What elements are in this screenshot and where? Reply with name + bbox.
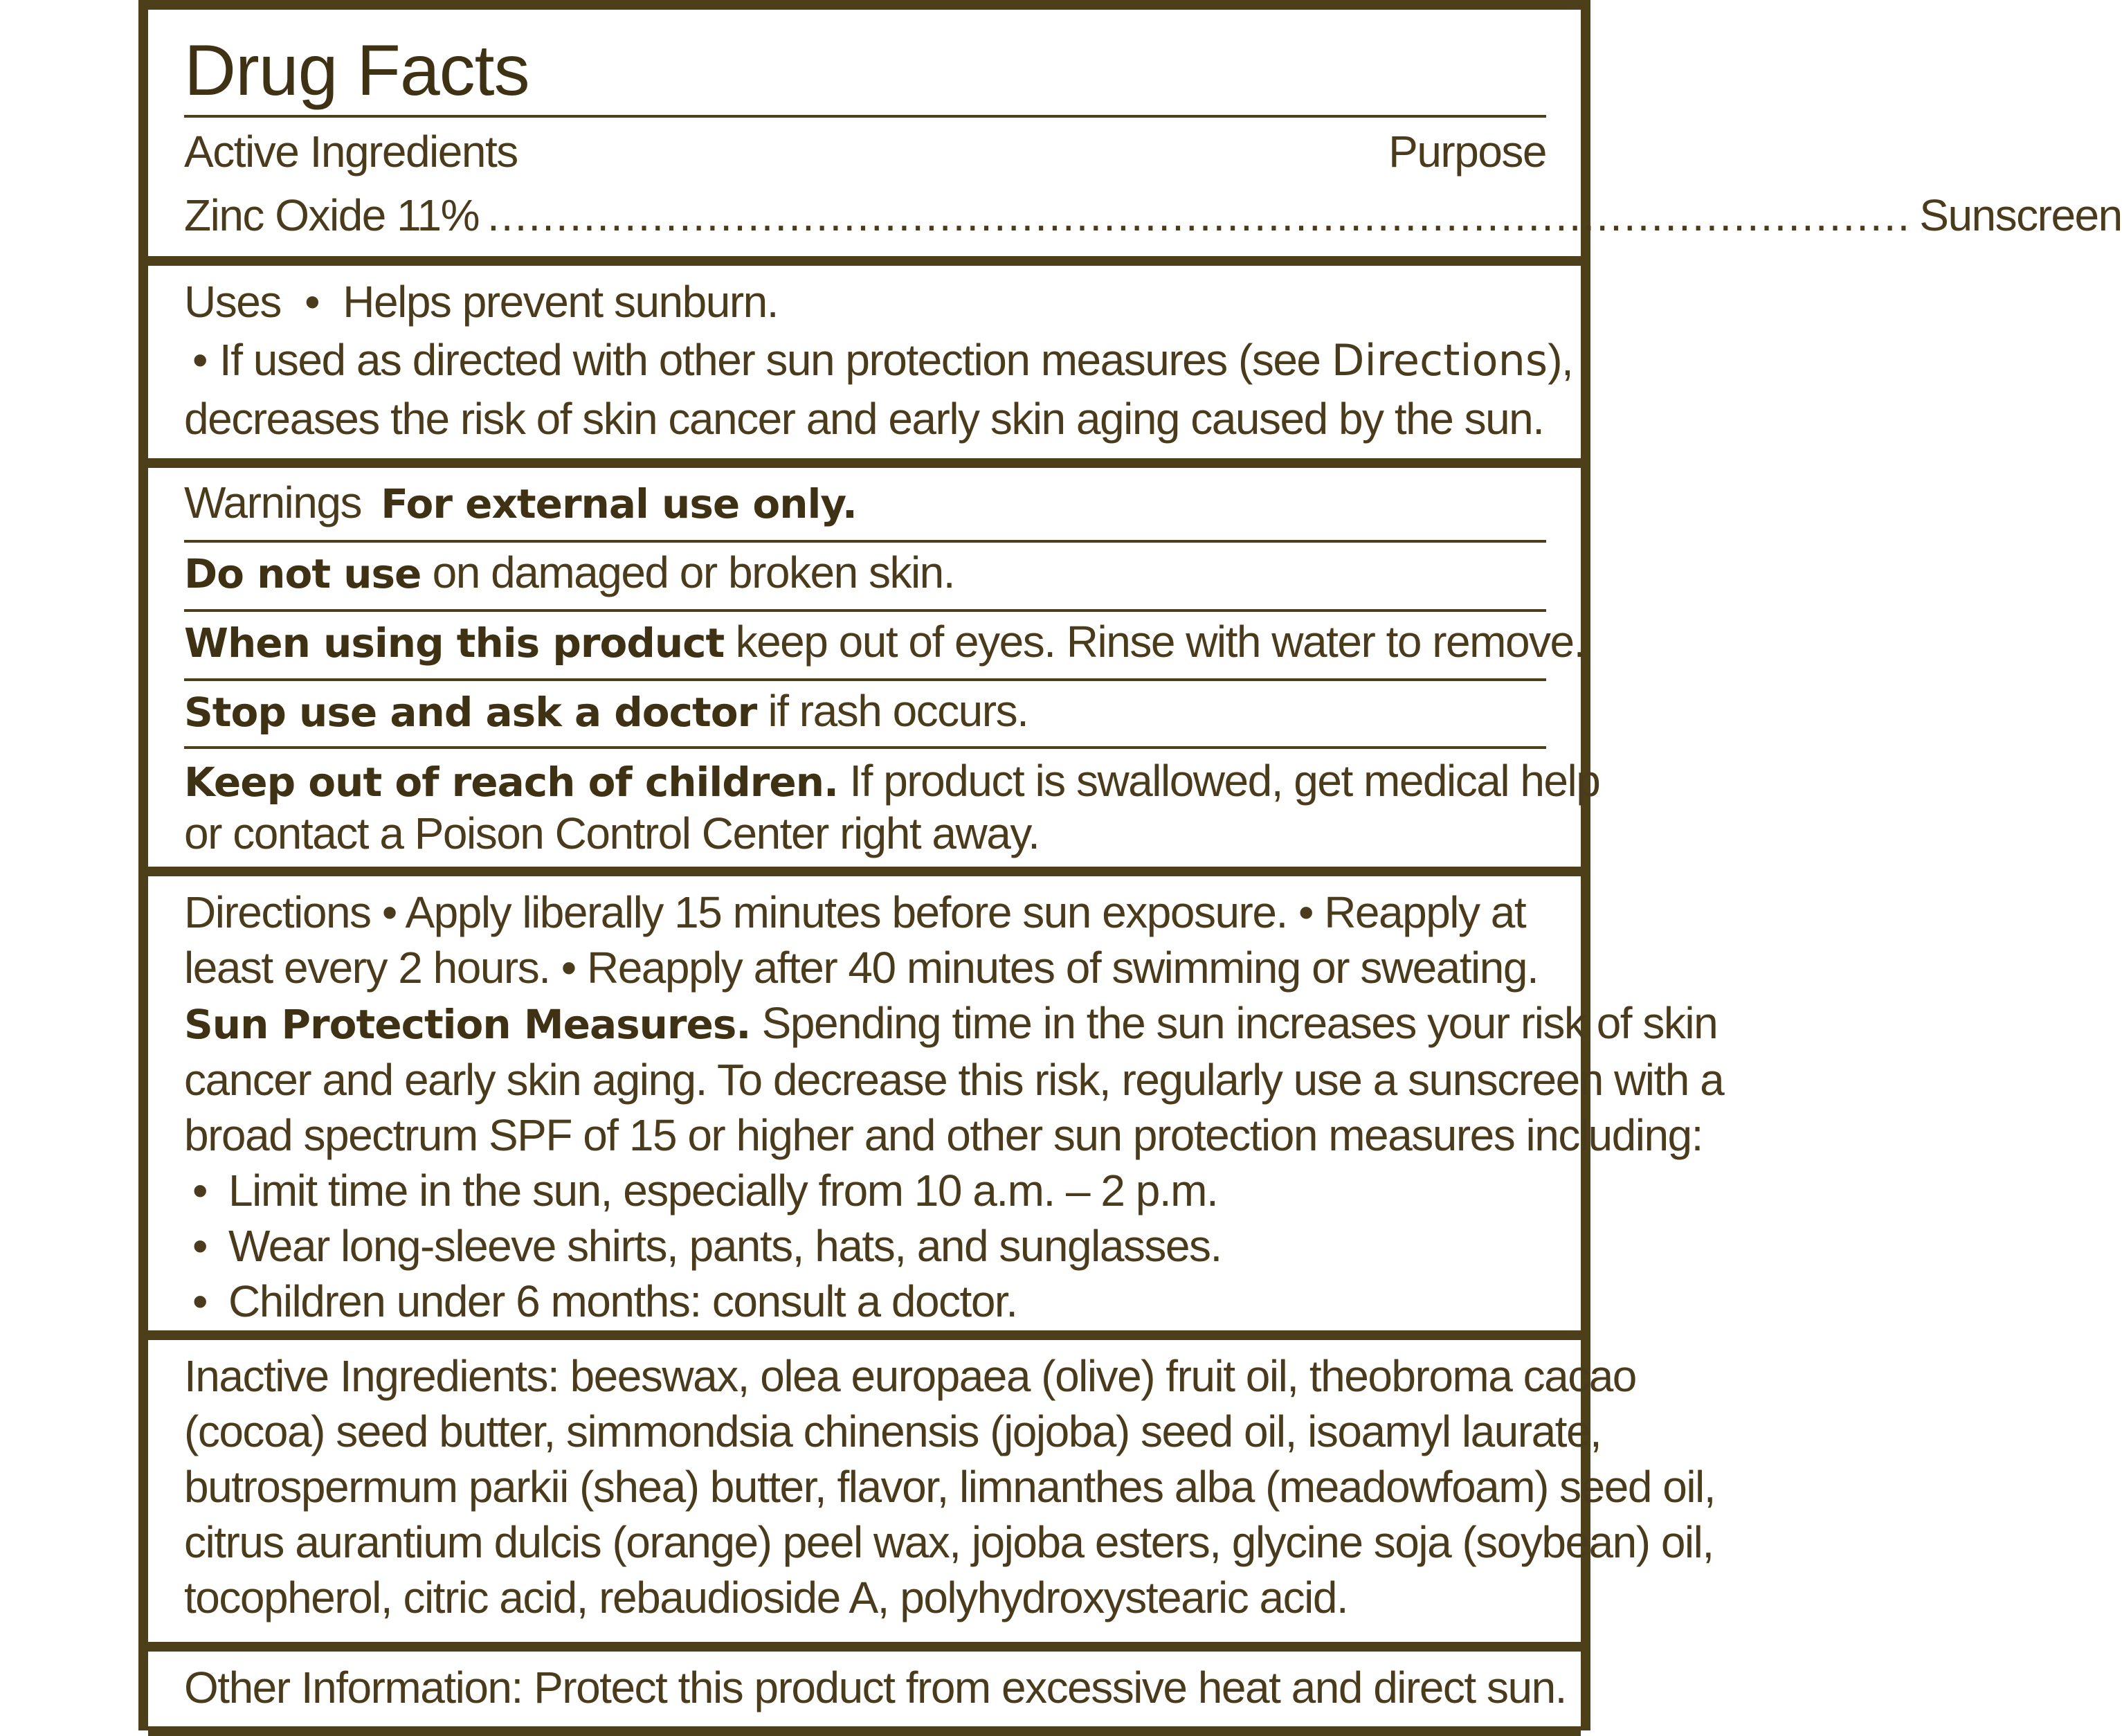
keep-out-section	[148, 753, 1600, 861]
section-divider	[148, 867, 1581, 876]
inactive-line-1: Inactive Ingredients: beeswax, olea europaea (olive) fruit oil, theobroma cacao	[184, 1351, 1636, 1401]
uses-line-2	[184, 332, 1573, 388]
uses-line-3: decreases the risk of skin cancer and early skin aging caused by the sun.	[184, 394, 1544, 444]
spm-line-3: broad spectrum SPF of 15 or higher and other sun protection measures including:	[184, 1110, 1703, 1160]
spm-text-1: Spending time in the sun increases your risk of skin	[750, 998, 1718, 1048]
uses-section	[148, 274, 1581, 446]
bullet: •	[192, 335, 207, 385]
uses-item-2: If used as directed with other sun protection measures (see	[219, 335, 1332, 385]
inactive-line-5: tocopherol, citric acid, rebaudioside A, polyhydroxystearic acid.	[184, 1573, 1348, 1622]
when-using-label: When using this product	[184, 620, 725, 667]
bullet: •	[192, 1166, 207, 1215]
inactive-ingredients-section	[148, 1348, 1716, 1625]
do-not-use-line	[184, 545, 1546, 602]
stop-use-text: if rash occurs.	[756, 686, 1028, 736]
drug-facts-title: Drug Facts	[184, 30, 529, 111]
spm-item-text: Children under 6 months: consult a doctor.	[228, 1276, 1017, 1326]
when-using-text: keep out of eyes. Rinse with water to remove.	[724, 617, 1585, 667]
purpose-heading: Purpose	[1388, 127, 1546, 177]
bullet: •	[192, 1221, 207, 1271]
bullet: •	[192, 1276, 207, 1326]
active-header-row	[184, 124, 1546, 179]
section-divider	[148, 458, 1581, 468]
active-ingredients-heading: Active Ingredients	[184, 127, 518, 177]
uses-line-1	[184, 274, 1546, 329]
inactive-line-4: citrus aurantium dulcis (orange) peel wax, jojoba esters, glycine soja (soybean) oil,	[184, 1517, 1714, 1567]
do-not-use-label: Do not use	[184, 550, 421, 597]
bottom-border	[148, 1726, 1581, 1736]
warning-rule	[184, 609, 1546, 612]
ingredient-name: Zinc Oxide 11%	[184, 190, 479, 240]
directions-line-1: Directions • Apply liberally 15 minutes before sun exposure. • Reapply at	[184, 887, 1526, 937]
spm-item-1	[184, 1163, 1546, 1218]
when-using-line	[184, 614, 1585, 671]
do-not-use-text: on damaged or broken skin.	[421, 548, 955, 597]
uses-item-2-end: ),	[1548, 335, 1573, 385]
directions-line-2: least every 2 hours. • Reapply after 40 minutes of swimming or sweating.	[184, 943, 1539, 993]
warning-rule	[184, 746, 1546, 749]
leader-dots: ........................................................................................................	[487, 190, 1912, 240]
inactive-line-2: (cocoa) seed butter, simmondsia chinensis (jojoba) seed oil, isoamyl laurate,	[184, 1407, 1602, 1456]
warnings-section	[148, 475, 1581, 532]
bullet: •	[305, 277, 319, 327]
warning-rule	[184, 678, 1546, 681]
directions-reference: Directions	[1331, 335, 1548, 386]
other-information-text: Other Information: Protect this product from excessive heat and direct sun.	[184, 1663, 1566, 1712]
drug-facts-panel	[138, 0, 2122, 1730]
keep-out-line-2: or contact a Poison Control Center right away.	[184, 808, 1040, 858]
uses-item-1: Helps prevent sunburn.	[343, 277, 778, 327]
active-ingredients-section	[148, 124, 2122, 243]
active-ingredient-row	[184, 188, 2122, 243]
when-using-section	[148, 614, 1585, 671]
stop-use-label: Stop use and ask a doctor	[184, 689, 757, 736]
warnings-line	[184, 475, 1546, 532]
spm-item-text: Limit time in the sun, especially from 10 a.m. – 2 p.m.	[228, 1166, 1218, 1215]
stop-use-line	[184, 683, 1546, 740]
spm-label: Sun Protection Measures.	[184, 1001, 751, 1048]
spm-line-2: cancer and early skin aging. To decrease this risk, regularly use a sunscreen with a	[184, 1055, 1724, 1105]
external-use-warning: For external use only.	[381, 480, 857, 527]
warning-rule	[184, 540, 1546, 543]
spm-item-text: Wear long-sleeve shirts, pants, hats, and sunglasses.	[228, 1221, 1222, 1271]
inactive-line-3: butrospermum parkii (shea) butter, flavor, limnanthes alba (meadowfoam) seed oil,	[184, 1462, 1716, 1512]
stop-use-section	[148, 683, 1581, 740]
header-section	[148, 19, 1581, 111]
directions-section	[148, 885, 1724, 1329]
section-divider	[148, 1330, 1581, 1340]
spm-item-2	[184, 1218, 1546, 1274]
uses-heading: Uses	[184, 277, 281, 327]
section-divider	[148, 256, 1581, 266]
spm-item-3	[184, 1274, 1546, 1329]
section-divider	[148, 1642, 1581, 1652]
keep-out-label: Keep out of reach of children.	[184, 759, 839, 806]
title-rule	[184, 115, 1546, 118]
other-information-section	[148, 1660, 1581, 1715]
keep-out-text-1: If product is swallowed, get medical help	[838, 756, 1600, 806]
keep-out-line-1	[184, 753, 1600, 810]
warnings-heading: Warnings	[184, 478, 361, 527]
do-not-use-section	[148, 545, 1581, 602]
spm-line-1	[184, 995, 1718, 1052]
ingredient-purpose: Sunscreen	[1919, 190, 2122, 240]
